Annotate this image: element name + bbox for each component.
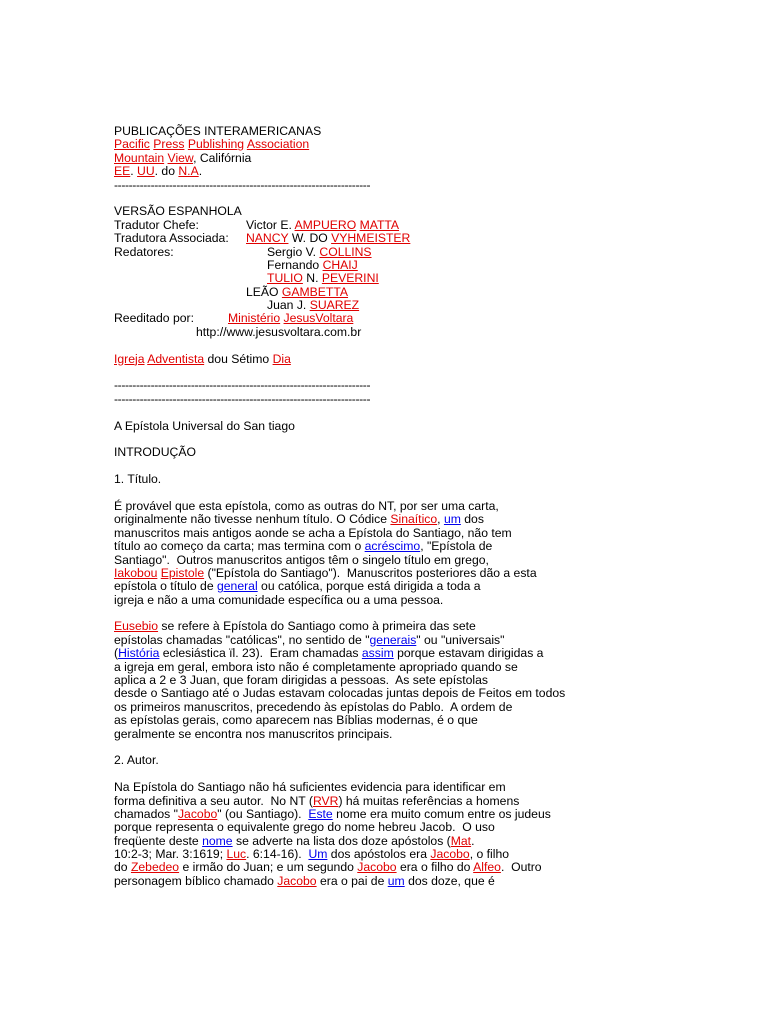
- link-press[interactable]: Press: [153, 137, 185, 152]
- link-tulio[interactable]: TULIO: [267, 271, 303, 286]
- editor-line: LEÃO GAMBETTA: [246, 284, 349, 299]
- link-jacobo[interactable]: Jacobo: [430, 847, 470, 862]
- link-jacobo[interactable]: Jacobo: [277, 873, 317, 888]
- link-suarez[interactable]: SUAREZ: [309, 298, 360, 313]
- link-gambetta[interactable]: GAMBETTA: [281, 284, 349, 299]
- link-jacobo[interactable]: Jacobo: [357, 860, 397, 875]
- link-ampuero[interactable]: AMPUERO: [294, 217, 357, 232]
- link-association[interactable]: Association: [246, 137, 310, 152]
- link-na[interactable]: N.A: [178, 164, 199, 179]
- editor-line: Juan J. SUAREZ: [267, 298, 360, 313]
- editor-line: Fernando CHAIJ: [267, 257, 358, 272]
- link-dia[interactable]: Dia: [272, 351, 291, 366]
- separator: ----------------------------------------------------------------------: [114, 378, 371, 393]
- link-igreja[interactable]: Igreja: [114, 351, 145, 366]
- link-collins[interactable]: COLLINS: [319, 244, 372, 259]
- document-title: A Epístola Universal do San tiago: [114, 418, 295, 433]
- link-um[interactable]: um: [443, 512, 461, 527]
- link-nome[interactable]: nome: [202, 833, 233, 848]
- paragraph-title: É provável que esta epístola, como as outras do NT, por ser uma carta, originalmente não tivesse nenhum título. O Códice Sinaítico, um dos manuscritos mais antigos aonde se acha a Epístola do Santiago, não tem título ao começo da carta; mas termina com o acréscimo, "Epístola de Santiago". Outros manuscritos antigos têm o singelo título em grego, Iakobou Epistole ("Epístola do Santiago"). Manuscritos posteriores dão a esta epístola o título de general ou católica, porque está dirigida a toda a igreja e não a uma comunidade específica ou a uma pessoa.: [114, 498, 537, 607]
- link-um[interactable]: Um: [308, 847, 328, 862]
- link-acrescimo[interactable]: acréscimo: [364, 539, 421, 554]
- link-uu[interactable]: UU: [137, 164, 155, 179]
- publisher-name-line: [114, 138, 734, 151]
- link-general[interactable]: general: [217, 579, 258, 594]
- link-adventista[interactable]: Adventista: [147, 351, 205, 366]
- link-view[interactable]: View: [167, 150, 194, 165]
- link-nancy[interactable]: NANCY: [246, 231, 289, 246]
- paragraph-author: Na Epístola do Santiago não há suficientes evidencia para identificar em forma definitiva a seu autor. No NT (RVR) há muitas referências a homens chamados "Jacobo" (ou Santiago). Este nome era muito comum entre os judeus porque representa o equivalente grego do nome hebreu Jacob. O uso freqüente deste nome se adverte na lista dos doze apóstolos (Mat. 10:2-3; Mar. 3:1619; Luc. 6:14-16). Um dos apóstolos era Jacobo, o filho do Zebedeo e irmão do Juan; e um segundo Jacobo era o filho do Alfeo. Outro personagem bíblico chamado Jacobo era o pai de um dos doze, que é: [114, 780, 551, 888]
- link-um[interactable]: um: [387, 873, 405, 888]
- reedited-line: Reeditado por: Ministério JesusVoltara: [114, 311, 354, 326]
- link-este[interactable]: Este: [308, 806, 333, 821]
- section-heading: INTRODUÇÃO: [114, 445, 196, 460]
- associate-translator-line: Tradutora Associada: NANCY W. DO VYHMEISTER: [114, 231, 411, 246]
- link-jesusvoltara[interactable]: JesusVoltara: [283, 311, 354, 326]
- publisher-heading: PUBLICAÇÕES INTERAMERICANAS: [114, 124, 322, 138]
- document-page: [114, 125, 734, 888]
- editors-line: Redatores: Sergio V. COLLINS: [114, 244, 372, 259]
- link-mat[interactable]: Mat: [450, 833, 472, 848]
- separator: ----------------------------------------------------------------------: [114, 177, 371, 192]
- link-eusebio[interactable]: Eusebio: [114, 619, 159, 634]
- link-iakobou[interactable]: Iakobou: [114, 565, 158, 580]
- link-peverini[interactable]: PEVERINI: [321, 271, 379, 286]
- chief-translator-line: Tradutor Chefe: Victor E. AMPUERO MATTA: [114, 217, 400, 232]
- link-mountain[interactable]: Mountain: [114, 150, 165, 165]
- link-ministerio[interactable]: Ministério: [228, 311, 281, 326]
- link-alfeo[interactable]: Alfeo: [473, 860, 501, 875]
- link-sinaitico[interactable]: Sinaítico: [390, 512, 438, 527]
- location-line: Mountain View, Califórnia: [114, 150, 252, 165]
- link-pacific[interactable]: Pacific: [114, 137, 150, 152]
- paragraph-eusebio: Eusebio se refere à Epístola do Santiago como à primeira das sete epístolas chamadas "católicas", no sentido de "generais" ou "universais" (História eclesiástica ïl. 23). Eram chamadas assim porque estavam dirigidas a a igreja em geral, embora isto não é completamente apropriado quando se aplica a 2 e 3 Juan, que foram dirigidas a pessoas. As sete epístolas desde o Santiago até o Judas estavam colocadas juntas depois de Feitos em todos os primeiros manuscritos, precedendo às epístolas do Pablo. A ordem de as epístolas gerais, como aparecem nas Bíblias modernas, é o que geralmente se encontra nos manuscritos principais.: [114, 619, 566, 741]
- version-heading: VERSÃO ESPANHOLA: [114, 204, 242, 219]
- link-epistole[interactable]: Epistole: [160, 565, 205, 580]
- subsection-heading: 2. Autor.: [114, 753, 159, 768]
- country-line: EE. UU. do N.A.: [114, 164, 203, 179]
- link-rvr[interactable]: RVR: [312, 793, 339, 808]
- link-publishing[interactable]: Publishing: [187, 137, 245, 152]
- link-generais[interactable]: generais: [369, 632, 417, 647]
- site-url: http://www.jesusvoltara.com.br: [196, 324, 362, 339]
- link-matta[interactable]: MATTA: [359, 217, 400, 232]
- church-line: Igreja Adventista dou Sétimo Dia: [114, 351, 291, 366]
- url-line: [114, 326, 734, 339]
- subsection-heading: 1. Título.: [114, 472, 162, 487]
- link-assim[interactable]: assim: [361, 646, 394, 661]
- link-ee[interactable]: EE: [114, 164, 131, 179]
- separator: ----------------------------------------------------------------------: [114, 391, 371, 406]
- editor-line: TULIO N. PEVERINI: [267, 271, 379, 286]
- link-zebedeo[interactable]: Zebedeo: [130, 860, 180, 875]
- link-vyhmeister[interactable]: VYHMEISTER: [331, 231, 411, 246]
- link-luc[interactable]: Luc: [226, 847, 247, 862]
- link-jacobo[interactable]: Jacobo: [177, 806, 218, 821]
- link-historia[interactable]: História: [118, 646, 160, 661]
- link-chaij[interactable]: CHAIJ: [322, 257, 358, 272]
